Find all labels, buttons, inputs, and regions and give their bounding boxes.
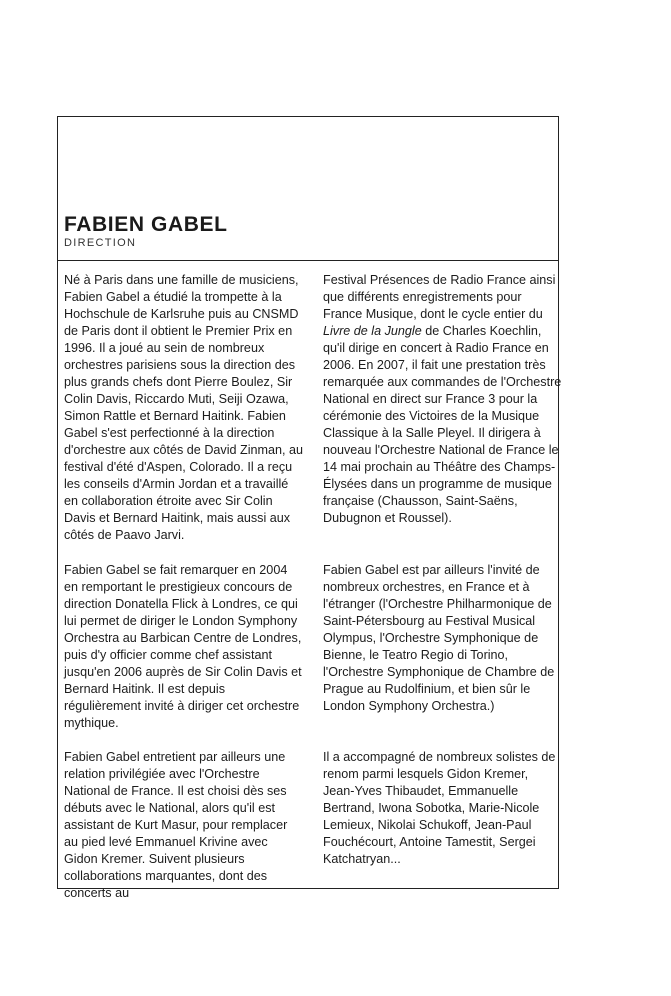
bio-paragraph-2: Fabien Gabel se fait remarquer en 2004 en remportant le prestigieux concours de direction Donatella Flick à Londres, ce qui lui permet de diriger le London Symphony Orchestra au Barbican Centre de Londres, puis d'y officier comme chef assistant jusqu'en 2006 auprès de Sir Colin Davis et Bernard Haitink. Il est depuis régulièrement invité à diriger cet orchestre mythique.	[64, 563, 302, 730]
bio-paragraph-4	[323, 272, 563, 527]
bio-paragraph-4-start: Festival Présences de Radio France ainsi que différents enregistrements pour France Musique, dont le cycle entier du	[323, 273, 556, 321]
bio-paragraph-4-end: de Charles Koechlin, qu'il dirige en concert à Radio France en 2006. En 2007, il fait une prestation très remarquée aux commandes de l'Orchestre National en direct sur France 3 pour la cérémonie des Victoires de la Musique Classique à la Salle Pleyel. Il dirigera à nouveau l'Orchestre National de France le 14 mai prochain au Théâtre des Champs-Élysées dans un programme de musique française (Chausson, Saint-Saëns, Dubugnon et Roussel).	[323, 324, 562, 525]
bio-paragraph-1: Né à Paris dans une famille de musiciens, Fabien Gabel a étudié la trompette à la Hochschule de Karlsruhe puis au CNSMD de Paris dont il obtient le Premier Prix en 1996. Il a joué au sein de nombreux orchestres parisiens sous la direction des plus grands chefs dont Pierre Boulez, Sir Colin Davis, Riccardo Muti, Seiji Ozawa, Simon Rattle et Bernard Haitink. Fabien Gabel s'est perfectionné à la direction d'orchestre aux côtés de David Zinman, au festival d'été d'Aspen, Colorado. Il a reçu les conseils d'Armin Jordan et a travaillé en collaboration étroite avec Sir Colin Davis et Bernard Haitink, mais aussi aux côtés de Paavo Jarvi.	[64, 273, 304, 542]
artist-role: DIRECTION	[64, 237, 137, 249]
book-title: Livre de la Jungle	[323, 324, 422, 338]
bio-paragraph-6: Il a accompagné de nombreux solistes de renom parmi lesquels Gidon Kremer, Jean-Yves Thibaudet, Emmanuelle Bertrand, Iwona Sobotka, Marie-Nicole Lemieux, Nikolai Schukoff, Jean-Paul Fouchécourt, Antoine Tamestit, Sergei Katchatryan...	[323, 750, 556, 866]
bio-paragraph-5: Fabien Gabel est par ailleurs l'invité de nombreux orchestres, en France et à l'étranger (l'Orchestre Philharmonique de Saint-Pétersbourg au Festival Musical Olympus, l'Orchestre Symphonique de Bienne, le Teatro Regio di Torino, l'Orchestre Symphonique de Chambre de Prague au Rudolfinium, et bien sûr le London Symphony Orchestra.)	[323, 563, 555, 713]
bio-paragraph-3: Fabien Gabel entretient par ailleurs une relation privilégiée avec l'Orchestre National de France. Il est choisi dès ses débuts avec le National, alors qu'il est assistant de Kurt Masur, pour remplacer au pied levé Emmanuel Krivine avec Gidon Kremer. Suivent plusieurs collaborations marquantes, dont des concerts au	[64, 750, 288, 900]
header-divider	[58, 260, 558, 261]
artist-name: FABIEN GABEL	[64, 213, 228, 236]
